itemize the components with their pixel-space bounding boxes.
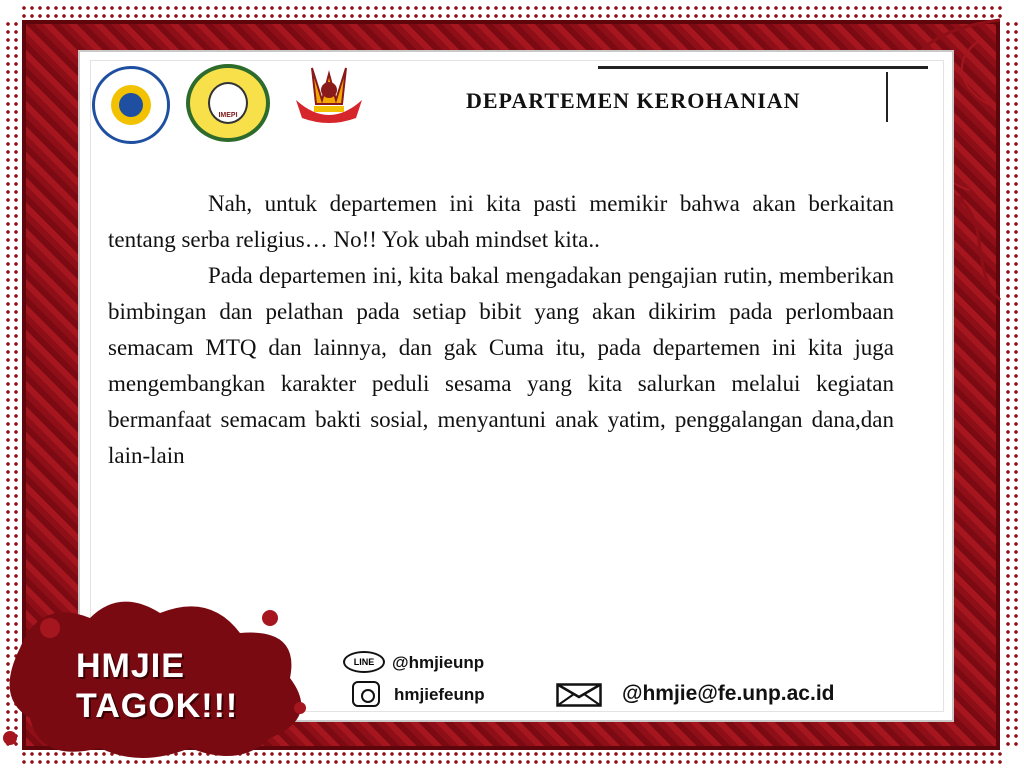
title-underline [598,66,928,69]
body-text [108,186,894,474]
paragraph-activities: Pada departemen ini, kita bakal mengadakan pengajian rutin, memberikan bimbingan dan pelathan pada setiap bibit yang akan dikirim pada perlombaan semacam MTQ dan lainnya, dan gak Cuma itu, pada departemen ini kita juga mengembangkan karakter peduli sesama yang kita salurkan melalui kegiatan bermanfaat semacam bakti sosial, menyantuni anak yatim, penggalangan dana,dan lain-lain [108,263,894,468]
imepi-logo-text: IMEPI [218,112,238,119]
imepi-logo-icon [186,64,270,142]
dotted-border-top [20,4,1004,18]
badge-text [76,646,238,726]
instagram-icon [352,681,380,707]
line-app-icon: LINE [343,651,385,673]
mail-icon [556,683,602,707]
email-address: @hmjie@fe.unp.ac.id [622,682,835,705]
badge-line-1: HMJIE [76,647,185,685]
badge-line-2: TAGOK!!! [76,687,239,725]
instagram-handle: hmjiefeunp [394,685,485,704]
hmj-logo-icon [286,60,372,126]
page-title: DEPARTEMEN KEROHANIAN [466,88,801,113]
paragraph-intro: Nah, untuk departemen ini kita pasti memikir bahwa akan berkaitan tentang serba religius… No!! Yok ubah mindset kita.. [108,191,894,252]
line-handle: @hmjieunp [392,653,485,672]
unp-logo-center [119,93,143,117]
unp-logo-icon [92,66,170,144]
